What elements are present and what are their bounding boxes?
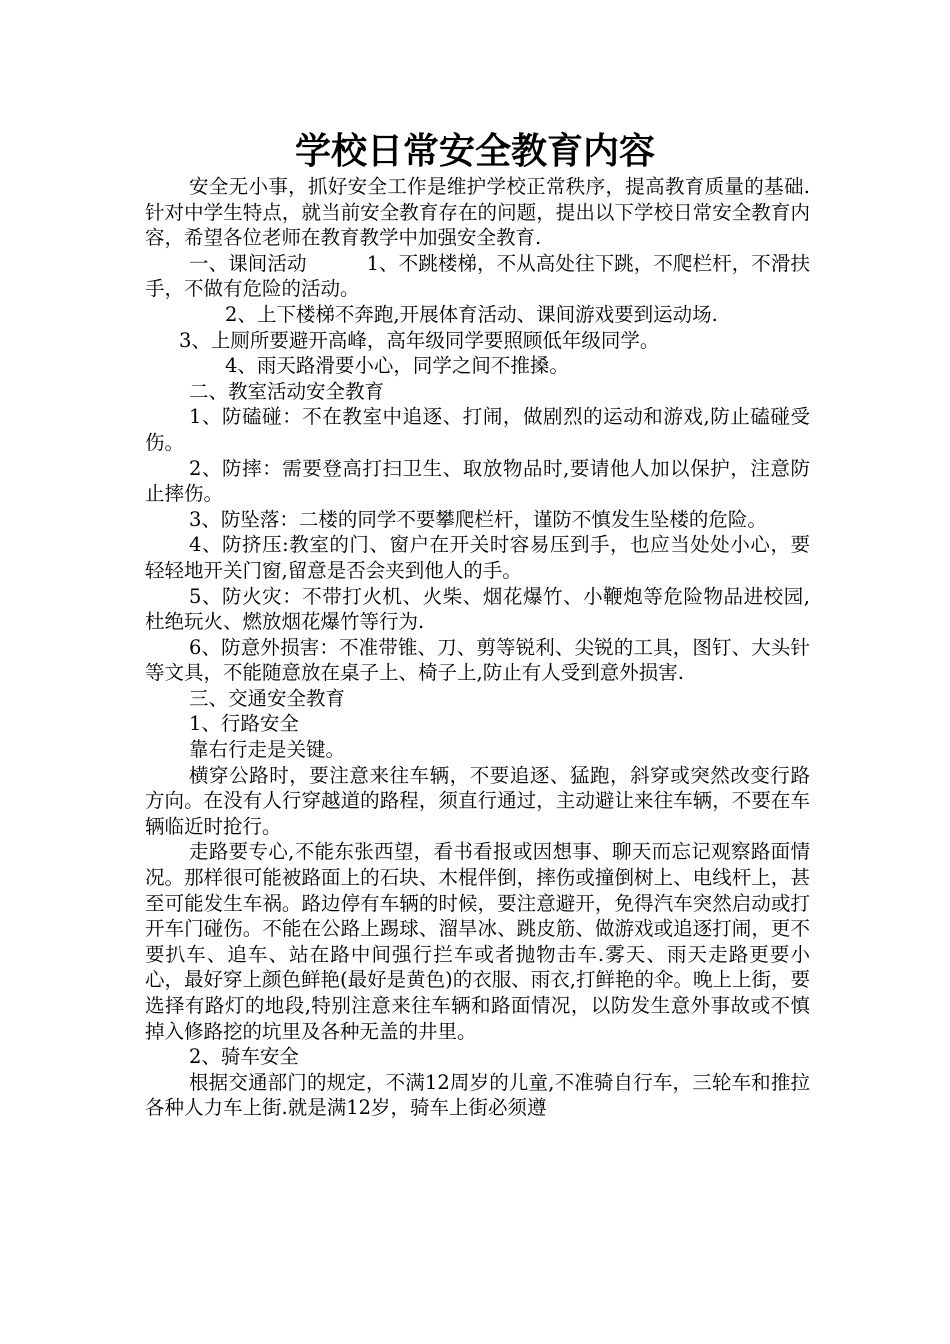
document-title: 学校日常安全教育内容 <box>294 130 655 172</box>
walking-paragraph-3: 走路要专心,不能东张西望，看书看报或因想事、聊天而忘记观察路面情况。那样很可能被路面上的石块、木棍伴倒，摔伤或撞倒树上、电线杆上，甚至可能发生车祸。路边停有车辆的时候，要注意避开，免得汽车突然启动或打开车门碰伤。不能在公路上踢球、溜旱冰、跳皮筋、做游戏或追逐打闹，更不要扒车、追车、站在路中间强行拦车或者抛物击车.雾天、雨天走路更要小心，最好穿上颜色鲜艳(最好是黄色)的衣服、雨衣,打鲜艳的伞。晚上上街，要选择有路灯的地段,特别注意来往车辆和路面情况，以防发生意外事故或不慎掉入修路挖的坑里及各种无盖的井里。 <box>145 840 810 1043</box>
classroom-item-6: 6、防意外损害：不准带锥、刀、剪等锐利、尖锐的工具，图钉、大头针等文具，不能随意放在桌子上、椅子上,防止有人受到意外损害. <box>145 635 810 685</box>
document-body <box>145 174 810 1121</box>
section-heading-traffic: 三、交通安全教育 <box>189 686 346 710</box>
cycling-paragraph-1: 根据交通部门的规定，不满12周岁的儿童,不准骑自行车，三轮车和推拉各种人力车上街.就是满12岁，骑车上街必须遵 <box>145 1070 810 1120</box>
classroom-item-4: 4、防挤压:教室的门、窗户在开关时容易压到手，也应当处处小心，要轻轻地开关门窗,留意是否会夹到他人的手。 <box>145 533 810 582</box>
intro-paragraph: 安全无小事，抓好安全工作是维护学校正常秩序，提高教育质量的基础.针对中学生特点，就当前安全教育存在的问题，提出以下学校日常安全教育内容，希望各位老师在教育教学中加强安全教育. <box>145 175 810 250</box>
walking-paragraph-2: 横穿公路时，要注意来往车辆，不要追逐、猛跑，斜穿或突然改变行路方向。在没有人行穿越道的路程，须直行通过，主动避让来往车辆，不要在车辆临近时抢行。 <box>145 763 810 838</box>
classroom-item-1: 1、防磕碰：不在教室中追逐、打闹，做剧烈的运动和游戏,防止磕碰受伤。 <box>145 405 810 454</box>
section-1-paragraph <box>145 251 810 302</box>
section-heading-recess: 一、课间活动 <box>189 251 307 275</box>
recess-item-3: 3、上厕所要避开高峰，高年级同学要照顾低年级同学。 <box>179 328 660 352</box>
traffic-subheading-cycling: 2、骑车安全 <box>189 1045 299 1069</box>
classroom-item-3: 3、防坠落：二楼的同学不要攀爬栏杆，谨防不慎发生坠楼的危险。 <box>189 507 767 531</box>
classroom-item-2: 2、防摔：需要登高打扫卫生、取放物品时,要请他人加以保护，注意防止摔伤。 <box>145 456 810 506</box>
recess-item-2: 2、上下楼梯不奔跑,开展体育活动、课间游戏要到运动场. <box>225 302 718 326</box>
section-heading-classroom: 二、教室活动安全教育 <box>189 379 385 403</box>
classroom-item-5: 5、防火灾：不带打火机、火柴、烟花爆竹、小鞭炮等危险物品进校园,杜绝玩火、燃放烟花爆竹等行为. <box>145 584 810 634</box>
recess-item-1: 1、不跳楼梯，不从高处往下跳，不爬栏杆，不滑扶手，不做有危险的活动。 <box>145 251 810 301</box>
recess-item-4: 4、雨天路滑要小心，同学之间不推搡。 <box>225 354 569 378</box>
traffic-subheading-walking: 1、行路安全 <box>189 712 299 736</box>
walking-paragraph-1: 靠右行走是关键。 <box>189 738 346 762</box>
